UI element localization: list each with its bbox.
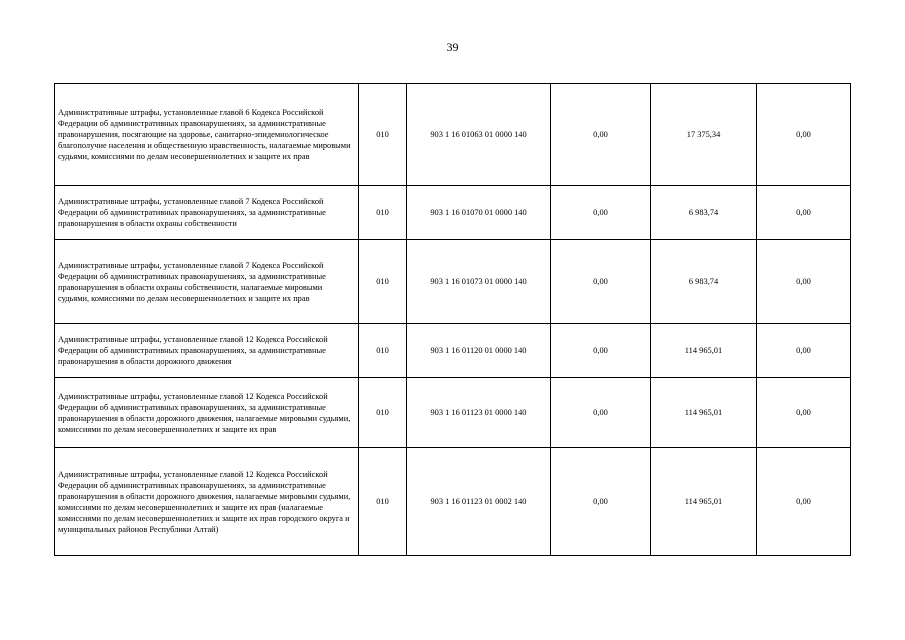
table-row: [55, 324, 851, 378]
table-row: [55, 186, 851, 240]
row-value-col5: 6 983,74: [651, 240, 757, 324]
row-description: Административные штрафы, установленные главой 12 Кодекса Российской Федерации об административных правонарушениях, за административные правонарушения в области дорожного движения, налагаемые мировыми судьями, комиссиями по делам несовершеннолетних и защите их прав: [55, 378, 359, 448]
row-value-col4: 0,00: [551, 324, 651, 378]
row-value-col5: 17 375,34: [651, 84, 757, 186]
page-number: 39: [446, 40, 459, 54]
row-budget-code: 903 1 16 01063 01 0000 140: [407, 84, 551, 186]
row-budget-code: 903 1 16 01070 01 0000 140: [407, 186, 551, 240]
row-line-code: 010: [359, 84, 407, 186]
row-value-col6: 0,00: [757, 378, 851, 448]
row-value-col4: 0,00: [551, 84, 651, 186]
table-row: [55, 84, 851, 186]
row-line-code: 010: [359, 240, 407, 324]
row-budget-code: 903 1 16 01123 01 0002 140: [407, 448, 551, 556]
row-value-col5: 114 965,01: [651, 448, 757, 556]
row-value-col4: 0,00: [551, 186, 651, 240]
row-value-col6: 0,00: [757, 448, 851, 556]
row-description: Административные штрафы, установленные главой 7 Кодекса Российской Федерации об административных правонарушениях, за административные правонарушения в области охраны собственности, налагаемые мировыми судьями, комиссиями по делам несовершеннолетних и защите их прав: [55, 240, 359, 324]
row-budget-code: 903 1 16 01073 01 0000 140: [407, 240, 551, 324]
row-line-code: 010: [359, 378, 407, 448]
row-line-code: 010: [359, 324, 407, 378]
row-line-code: 010: [359, 448, 407, 556]
row-value-col4: 0,00: [551, 240, 651, 324]
row-value-col5: 114 965,01: [651, 378, 757, 448]
row-value-col6: 0,00: [757, 240, 851, 324]
table-row: [55, 448, 851, 556]
row-value-col6: 0,00: [757, 186, 851, 240]
table-row: [55, 378, 851, 448]
row-line-code: 010: [359, 186, 407, 240]
row-budget-code: 903 1 16 01123 01 0000 140: [407, 378, 551, 448]
row-value-col5: 6 983,74: [651, 186, 757, 240]
revenue-table: [54, 83, 851, 556]
row-value-col5: 114 965,01: [651, 324, 757, 378]
row-budget-code: 903 1 16 01120 01 0000 140: [407, 324, 551, 378]
row-description: Административные штрафы, установленные главой 12 Кодекса Российской Федерации об административных правонарушениях, за административные правонарушения в области дорожного движения, налагаемые мировыми судьями, комиссиями по делам несовершеннолетних и защите их прав (налагаемые комиссиями по делам несовершеннолетних и защите их прав городского округа и муниципальных районов Республики Алтай): [55, 448, 359, 556]
row-description: Административные штрафы, установленные главой 6 Кодекса Российской Федерации об административных правонарушениях, за административные правонарушения, посягающие на здоровье, санитарно-эпидемиологическое благополучие населения и общественную нравственность, налагаемые мировыми судьями, комиссиями по делам несовершеннолетних и защите их прав: [55, 84, 359, 186]
row-value-col4: 0,00: [551, 448, 651, 556]
row-description: Административные штрафы, установленные главой 12 Кодекса Российской Федерации об административных правонарушениях, за административные правонарушения в области дорожного движения: [55, 324, 359, 378]
table-row: [55, 240, 851, 324]
row-value-col6: 0,00: [757, 324, 851, 378]
row-value-col4: 0,00: [551, 378, 651, 448]
row-value-col6: 0,00: [757, 84, 851, 186]
row-description: Административные штрафы, установленные главой 7 Кодекса Российской Федерации об административных правонарушениях, за административные правонарушения в области охраны собственности: [55, 186, 359, 240]
